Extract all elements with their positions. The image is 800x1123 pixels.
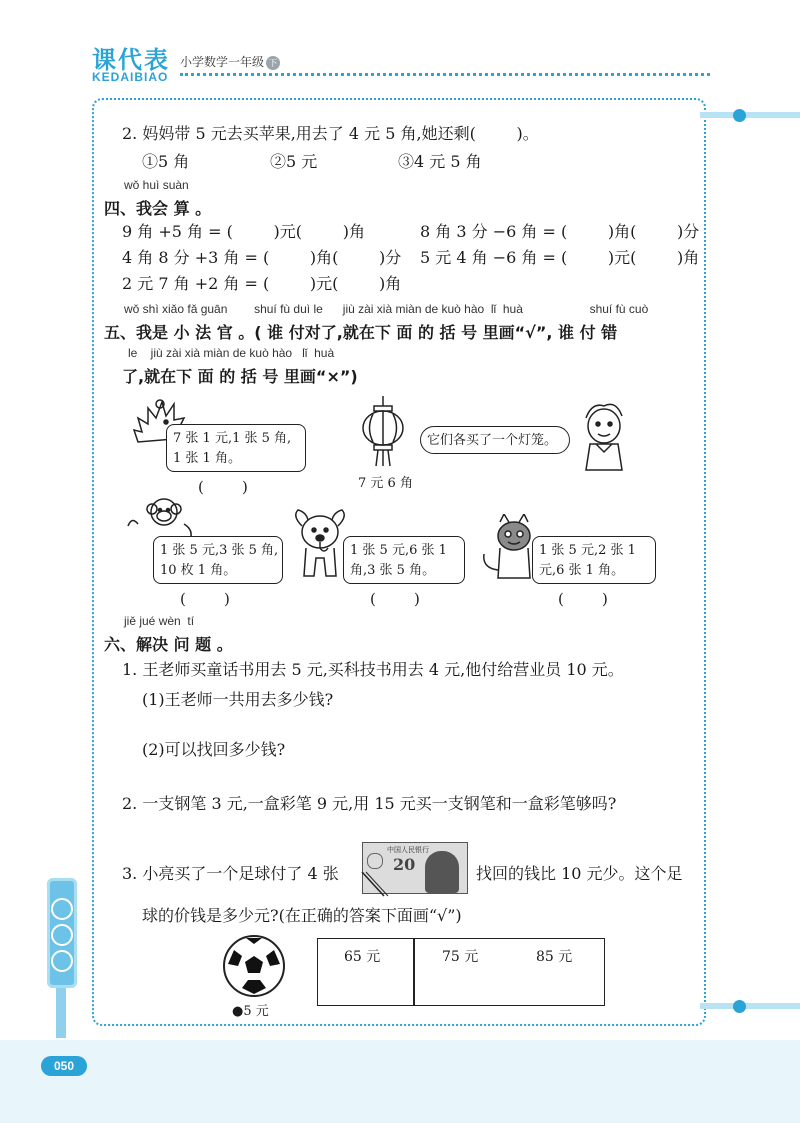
answer-paren-4[interactable]: ( ): [558, 590, 608, 608]
payment-bubble-3: 1 张 5 元,6 张 1 角,3 张 5 角。: [343, 536, 465, 584]
page-number: 050: [41, 1056, 87, 1076]
option-3: ③4 元 5 角: [398, 152, 482, 171]
banknote-issuer: 中国人民银行: [387, 846, 429, 854]
answer-paren-3[interactable]: ( ): [370, 590, 420, 608]
portrait-icon: [425, 851, 459, 893]
calc-line: 5 元 4 角 −6 角 = ( )元( )角: [420, 248, 700, 267]
boy-illustration: [572, 400, 636, 476]
answer-paren-2[interactable]: ( ): [180, 590, 230, 608]
payment-bubble-1: 7 张 1 元,1 张 5 角, 1 张 1 角。: [166, 424, 306, 472]
banknote-stack-lines: [360, 870, 390, 900]
footer-band: [0, 1040, 800, 1123]
bottom-right-bar: [700, 1003, 800, 1009]
light-circle: [51, 898, 73, 920]
section6-pinyin: jiě jué wèn tí: [124, 614, 195, 628]
choice-85[interactable]: 85 元: [536, 949, 573, 965]
football-icon: [222, 934, 286, 998]
lantern-illustration: [358, 396, 408, 468]
light-circle: [51, 924, 73, 946]
light-circle: [51, 950, 73, 972]
question-stem: 2. 妈妈带 5 元去买苹果,用去了 4 元 5 角,她还剩( )。: [122, 124, 539, 143]
problem-3-part3: 球的价钱是多少元?(在正确的答案下面画“√”): [142, 906, 462, 925]
section6-title: 六、解决 问 题 。: [104, 635, 233, 654]
section5-title-1: 五、我是 小 法 官 。( 谁 付对了,就在下 面 的 括 号 里画“√”, 谁 付 错: [104, 323, 618, 342]
problem-1a: (1)王老师一共用去多少钱?: [142, 690, 334, 709]
bottom-right-dot: [733, 1000, 746, 1013]
book-subtitle: [180, 53, 280, 70]
section5-title-2: 了,就在下 面 的 括 号 里画“×”): [122, 367, 358, 386]
problem-3-part1: 3. 小亮买了一个足球付了 4 张: [122, 864, 339, 883]
option-2: ②5 元: [270, 152, 318, 171]
problem-2: 2. 一支钢笔 3 元,一盒彩笔 9 元,用 15 元买一支钢笔和一盒彩笔够吗?: [122, 794, 617, 813]
payment-bubble-2: 1 张 5 元,3 张 5 角, 10 枚 1 角。: [153, 536, 283, 584]
payment-bubble-4: 1 张 5 元,2 张 1 元,6 张 1 角。: [532, 536, 656, 584]
calc-line: 2 元 7 角 +2 角 = ( )元( )角: [122, 274, 402, 293]
calc-line: 4 角 8 分 +3 角 = ( )角( )分: [122, 248, 402, 267]
banknote-value: 20: [393, 855, 416, 874]
emblem-icon: [367, 853, 383, 869]
brand-title: 课代表: [92, 45, 170, 74]
section4-pinyin: wǒ huì suàn: [124, 178, 189, 192]
problem-3-part2: 找回的钱比 10 元少。这个足: [476, 864, 683, 883]
football-label: ●5 元: [232, 1004, 269, 1019]
section5-pinyin-2: le jiù zài xià miàn de kuò hào lǐ huà: [128, 346, 335, 360]
section5-pinyin-1: wǒ shì xiǎo fǎ guān shuí fù duì le jiù zài xià miàn de kuò hào lǐ huà shuí fù cuò: [124, 302, 649, 316]
boy-speech-bubble: 它们各买了一个灯笼。: [420, 426, 570, 454]
problem-1: 1. 王老师买童话书用去 5 元,买科技书用去 4 元,他付给营业员 10 元。: [122, 660, 624, 679]
brand-subtitle-en: KEDAIBIAO: [92, 70, 169, 84]
lantern-price: 7 元 6 角: [358, 476, 413, 491]
calc-line: 9 角 +5 角 = ( )元( )角: [122, 222, 365, 241]
header-divider: [180, 73, 710, 76]
section4-title: 四、我会 算 。: [104, 199, 212, 218]
volume-badge: 下: [266, 56, 280, 70]
table-divider: [413, 938, 415, 1006]
traffic-light-pole: [56, 988, 66, 1038]
grade-label: 小学数学一年级: [180, 55, 265, 69]
calc-line: 8 角 3 分 −6 角 = ( )角( )分: [420, 222, 700, 241]
answer-paren-1[interactable]: ( ): [198, 478, 248, 496]
choice-65[interactable]: 65 元: [344, 949, 381, 965]
problem-1b: (2)可以找回多少钱?: [142, 740, 286, 759]
top-right-dot: [733, 109, 746, 122]
top-right-bar: [700, 112, 800, 118]
option-1: ①5 角: [142, 152, 190, 171]
choice-75[interactable]: 75 元: [442, 949, 479, 965]
